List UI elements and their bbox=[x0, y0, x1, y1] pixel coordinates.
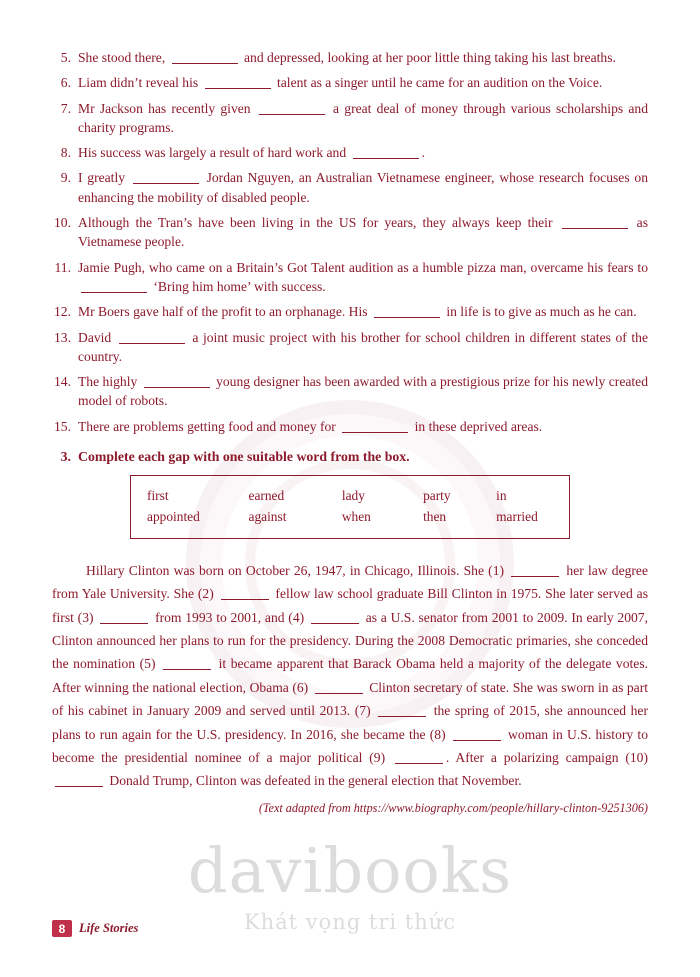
question-number: 10. bbox=[54, 215, 71, 231]
answer-blank[interactable] bbox=[221, 599, 269, 600]
answer-blank[interactable] bbox=[172, 63, 238, 64]
question-list bbox=[52, 48, 648, 436]
word-box-row bbox=[147, 506, 553, 527]
answer-blank[interactable] bbox=[562, 228, 628, 229]
question-number: 15. bbox=[54, 418, 71, 434]
question-text-part: Mr Boers gave half of the profit to an orphanage. His bbox=[78, 304, 371, 320]
footer-label: Life Stories bbox=[79, 921, 139, 935]
question-item bbox=[52, 302, 648, 321]
question-number: 7. bbox=[60, 100, 71, 116]
answer-blank[interactable] bbox=[311, 623, 359, 624]
question-item bbox=[52, 143, 648, 162]
word-box bbox=[130, 475, 570, 539]
question-text bbox=[78, 48, 648, 67]
question-number: 13. bbox=[54, 329, 71, 345]
question-item bbox=[52, 372, 648, 411]
section-heading bbox=[52, 449, 648, 465]
question-text-part: in life is to give as much as he can. bbox=[442, 304, 637, 320]
section-number: 3. bbox=[60, 449, 71, 465]
answer-blank[interactable] bbox=[342, 432, 408, 433]
passage-text-part: her law degree from Yale University. She (2) bbox=[52, 562, 648, 602]
answer-blank[interactable] bbox=[100, 623, 148, 624]
answer-blank[interactable] bbox=[205, 88, 271, 89]
reading-passage bbox=[52, 559, 648, 793]
question-text bbox=[78, 143, 648, 162]
question-number: 11. bbox=[54, 259, 71, 275]
passage-text-part: fellow law school graduate Bill Clinton in 1975. She later served as first (3) bbox=[52, 586, 649, 625]
answer-blank[interactable] bbox=[353, 158, 419, 159]
passage-text-part: from 1993 to 2001, and (4) bbox=[151, 609, 308, 625]
question-item bbox=[52, 258, 648, 297]
question-item bbox=[52, 213, 648, 252]
page-content bbox=[52, 48, 648, 816]
question-item bbox=[52, 99, 648, 138]
question-text-part: Jordan Nguyen, an Australian Vietnamese engineer, whose research focuses on enhancing the mobility of disabled people. bbox=[78, 170, 648, 205]
question-text-part: Jamie Pugh, who came on a Britain’s Got Talent audition as a humble pizza man, overcame his fears to bbox=[78, 259, 648, 275]
question-text-part: His success was largely a result of hard work and bbox=[78, 145, 350, 161]
word-option[interactable]: first bbox=[147, 488, 169, 504]
question-text-part: young designer has been awarded with a prestigious prize for his newly created model of robots. bbox=[78, 374, 648, 409]
answer-blank[interactable] bbox=[119, 343, 185, 344]
watermark-sub-text: Khát vọng tri thức bbox=[243, 910, 457, 934]
question-item bbox=[52, 328, 648, 367]
page-number: 8 bbox=[52, 920, 72, 937]
passage-source: (Text adapted from https://www.biography.com/people/hillary-clinton-9251306) bbox=[258, 800, 648, 815]
question-text-part: Liam didn’t reveal his bbox=[78, 75, 202, 91]
question-number: 6. bbox=[60, 75, 71, 91]
word-option[interactable]: lady bbox=[341, 488, 365, 504]
question-item bbox=[52, 48, 648, 67]
question-item bbox=[52, 417, 648, 436]
word-option[interactable]: when bbox=[341, 509, 371, 525]
answer-blank[interactable] bbox=[133, 183, 199, 184]
word-option[interactable]: appointed bbox=[147, 509, 200, 525]
question-text bbox=[78, 73, 648, 92]
answer-blank[interactable] bbox=[395, 763, 443, 764]
question-text bbox=[78, 302, 648, 321]
word-box-row bbox=[147, 485, 553, 506]
question-text-part: Although the Tran’s have been living in the US for years, they always keep their bbox=[78, 215, 559, 231]
question-text-part: a great deal of money through various scholarships and charity programs. bbox=[78, 100, 649, 135]
passage-text-part: . After a polarizing campaign (10) bbox=[445, 749, 648, 765]
question-text bbox=[78, 99, 648, 138]
question-text-part: a joint music project with his brother for school children in different states of the country. bbox=[78, 329, 648, 364]
question-text-part: ‘Bring him home’ with success. bbox=[150, 278, 326, 294]
answer-blank[interactable] bbox=[315, 693, 363, 694]
answer-blank[interactable] bbox=[378, 716, 426, 717]
question-text-part: The highly bbox=[78, 374, 141, 390]
question-text-part: Mr Jackson has recently given bbox=[78, 100, 256, 116]
answer-blank[interactable] bbox=[374, 317, 440, 318]
word-option[interactable]: then bbox=[423, 509, 447, 525]
passage-text-part: it became apparent that Barack Obama held a majority of the delegate votes. After winning the national election, Obama (6) bbox=[52, 656, 649, 695]
question-text-part: . bbox=[421, 145, 425, 161]
passage-text-part: Clinton secretary of state. She was sworn in as part of his cabinet in January 2009 and served until 2013. (7) bbox=[52, 679, 649, 719]
answer-blank[interactable] bbox=[144, 387, 210, 388]
question-text bbox=[78, 372, 648, 411]
word-option[interactable]: married bbox=[496, 509, 538, 525]
question-text-part: David bbox=[78, 329, 116, 345]
word-option[interactable]: earned bbox=[248, 488, 285, 504]
question-text-part: talent as a singer until he came for an audition on the Voice. bbox=[273, 75, 603, 91]
answer-blank[interactable] bbox=[55, 786, 103, 787]
passage-text-part: Hillary Clinton was born on October 26, 1947, in Chicago, Illinois. She (1) bbox=[86, 562, 509, 578]
question-number: 9. bbox=[60, 170, 71, 186]
passage-text-part: Donald Trump, Clinton was defeated in the general election that November. bbox=[106, 773, 522, 789]
question-text bbox=[78, 417, 648, 436]
question-number: 14. bbox=[54, 374, 71, 390]
question-text bbox=[78, 168, 648, 207]
answer-blank[interactable] bbox=[163, 669, 211, 670]
question-number: 8. bbox=[60, 145, 71, 161]
question-number: 12. bbox=[54, 304, 71, 320]
question-text-part: as Vietnamese people. bbox=[78, 215, 648, 250]
watermark-main-text: davibooks bbox=[187, 834, 513, 907]
question-number: 5. bbox=[60, 50, 71, 65]
question-text bbox=[78, 213, 648, 252]
page-footer bbox=[52, 920, 138, 937]
word-option[interactable]: party bbox=[423, 488, 451, 504]
question-item bbox=[52, 73, 648, 92]
passage-text-part: the spring of 2015, she announced her plans to run again for the U.S. presidency. In 2016, she became the (8) bbox=[52, 703, 648, 742]
word-option[interactable]: against bbox=[248, 509, 287, 525]
answer-blank[interactable] bbox=[453, 740, 501, 741]
answer-blank[interactable] bbox=[259, 114, 325, 115]
answer-blank[interactable] bbox=[81, 292, 147, 293]
question-text bbox=[78, 258, 648, 297]
word-option[interactable]: in bbox=[496, 488, 507, 504]
question-text-part: She stood there, bbox=[78, 50, 169, 65]
section-title: Complete each gap with one suitable word from the box. bbox=[78, 449, 410, 465]
question-text bbox=[78, 328, 648, 367]
question-text-part: I greatly bbox=[78, 170, 130, 186]
answer-blank[interactable] bbox=[511, 576, 559, 577]
question-text-part: and depressed, looking at her poor little thing taking his last breaths. bbox=[240, 50, 616, 65]
question-text-part: in these deprived areas. bbox=[411, 418, 543, 434]
question-item bbox=[52, 168, 648, 207]
passage-text-part: woman in U.S. history to become the presidential nominee of a major political (9) bbox=[52, 726, 648, 765]
passage-text-part: as a U.S. senator from 2001 to 2009. In early 2007, Clinton announced her plans to run for the presidency. During the 2008 Democratic primaries, she conceded the nomination (5) bbox=[52, 609, 648, 672]
question-text-part: There are problems getting food and money for bbox=[78, 418, 340, 434]
